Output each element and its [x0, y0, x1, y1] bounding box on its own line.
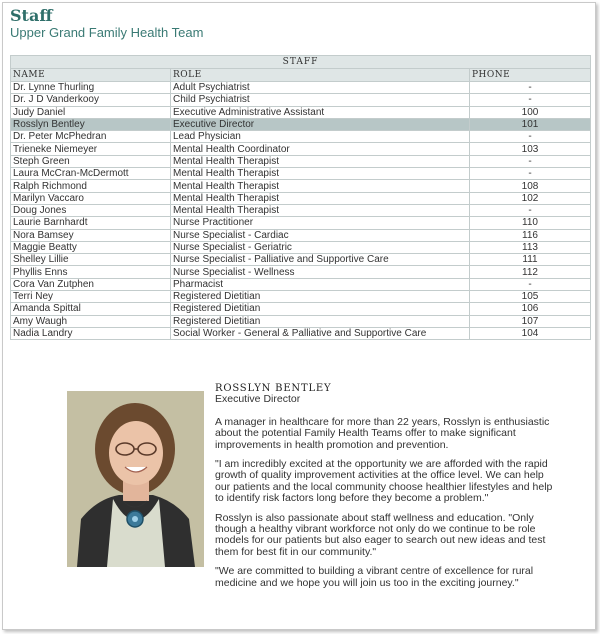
- cell-name: Dr. Lynne Thurling: [11, 82, 171, 94]
- cell-role: Registered Dietitian: [171, 303, 470, 315]
- cell-phone: 107: [470, 315, 591, 327]
- cell-role: Executive Director: [171, 118, 470, 130]
- table-row[interactable]: [11, 254, 591, 266]
- cell-role: Mental Health Coordinator: [171, 143, 470, 155]
- column-header-phone: PHONE: [470, 69, 591, 82]
- cell-phone: 111: [470, 254, 591, 266]
- cell-name: Terri Ney: [11, 291, 171, 303]
- table-row[interactable]: [11, 229, 591, 241]
- cell-phone: 110: [470, 217, 591, 229]
- cell-phone: 105: [470, 291, 591, 303]
- cell-role: Nurse Specialist - Palliative and Supportive Care: [171, 254, 470, 266]
- cell-name: Ralph Richmond: [11, 180, 171, 192]
- table-row[interactable]: [11, 291, 591, 303]
- cell-role: Mental Health Therapist: [171, 155, 470, 167]
- cell-name: Trieneke Niemeyer: [11, 143, 171, 155]
- profile-role: Executive Director: [215, 393, 301, 406]
- cell-role: Mental Health Therapist: [171, 192, 470, 204]
- profile-bio: [215, 383, 555, 597]
- cell-role: Mental Health Therapist: [171, 204, 470, 216]
- table-row[interactable]: [11, 327, 591, 339]
- cell-phone: -: [470, 155, 591, 167]
- cell-phone: 116: [470, 229, 591, 241]
- cell-name: Shelley Lillie: [11, 254, 171, 266]
- cell-role: Pharmacist: [171, 278, 470, 290]
- table-row[interactable]: [11, 155, 591, 167]
- table-row[interactable]: [11, 106, 591, 118]
- table-row[interactable]: [11, 143, 591, 155]
- cell-phone: -: [470, 278, 591, 290]
- cell-phone: -: [470, 94, 591, 106]
- portrait-image: [67, 391, 204, 567]
- table-row[interactable]: [11, 168, 591, 180]
- staff-table: [10, 55, 591, 340]
- cell-name: Dr. J D Vanderkooy: [11, 94, 171, 106]
- table-row[interactable]: [11, 118, 591, 130]
- table-row[interactable]: [11, 278, 591, 290]
- cell-phone: -: [470, 82, 591, 94]
- table-row[interactable]: [11, 303, 591, 315]
- table-row[interactable]: [11, 266, 591, 278]
- cell-name: Marilyn Vaccaro: [11, 192, 171, 204]
- cell-phone: -: [470, 168, 591, 180]
- cell-phone: -: [470, 131, 591, 143]
- cell-name: Amy Waugh: [11, 315, 171, 327]
- table-row[interactable]: [11, 217, 591, 229]
- page-frame: [2, 2, 596, 630]
- cell-name: Cora Van Zutphen: [11, 278, 171, 290]
- column-header-name: NAME: [11, 69, 171, 82]
- cell-name: Amanda Spittal: [11, 303, 171, 315]
- cell-name: Steph Green: [11, 155, 171, 167]
- table-row[interactable]: [11, 192, 591, 204]
- cell-role: Nurse Practitioner: [171, 217, 470, 229]
- column-header-role: ROLE: [171, 69, 470, 82]
- cell-role: Nurse Specialist - Cardiac: [171, 229, 470, 241]
- cell-role: Registered Dietitian: [171, 291, 470, 303]
- table-row[interactable]: [11, 131, 591, 143]
- table-caption: STAFF: [11, 56, 591, 69]
- cell-name: Judy Daniel: [11, 106, 171, 118]
- cell-phone: 108: [470, 180, 591, 192]
- table-row[interactable]: [11, 180, 591, 192]
- cell-name: Doug Jones: [11, 204, 171, 216]
- bio-paragraph: "We are committed to building a vibrant centre of excellence for rural medicine and we hope you will join us too in the exciting journey.": [215, 565, 534, 589]
- cell-phone: 102: [470, 192, 591, 204]
- cell-role: Nurse Specialist - Geriatric: [171, 241, 470, 253]
- cell-name: Maggie Beatty: [11, 241, 171, 253]
- cell-phone: -: [470, 204, 591, 216]
- cell-name: Rosslyn Bentley: [11, 118, 171, 130]
- cell-name: Laura McCran-McDermott: [11, 168, 171, 180]
- cell-phone: 113: [470, 241, 591, 253]
- table-row[interactable]: [11, 204, 591, 216]
- cell-role: Executive Administrative Assistant: [171, 106, 470, 118]
- cell-name: Nora Bamsey: [11, 229, 171, 241]
- bio-paragraph: Rosslyn is also passionate about staff wellness and education. "Only though a healthy vibrant workforce not only do we continue to be role models for our patients but also eager to search out new ideas and test them for best fit in our community.": [215, 511, 546, 558]
- cell-role: Registered Dietitian: [171, 315, 470, 327]
- page-subtitle: Upper Grand Family Health Team: [10, 25, 204, 40]
- table-row[interactable]: [11, 241, 591, 253]
- cell-role: Lead Physician: [171, 131, 470, 143]
- cell-role: Adult Psychiatrist: [171, 82, 470, 94]
- cell-role: Child Psychiatrist: [171, 94, 470, 106]
- cell-name: Nadia Landry: [11, 327, 171, 339]
- cell-phone: 112: [470, 266, 591, 278]
- cell-role: Social Worker - General & Palliative and Supportive Care: [171, 327, 470, 339]
- table-row[interactable]: [11, 82, 591, 94]
- table-row[interactable]: [11, 94, 591, 106]
- cell-name: Laurie Barnhardt: [11, 217, 171, 229]
- cell-role: Mental Health Therapist: [171, 180, 470, 192]
- staff-photo: [67, 391, 204, 567]
- table-row[interactable]: [11, 315, 591, 327]
- cell-name: Dr. Peter McPhedran: [11, 131, 171, 143]
- cell-role: Mental Health Therapist: [171, 168, 470, 180]
- cell-name: Phyllis Enns: [11, 266, 171, 278]
- bio-paragraph: "I am incredibly excited at the opportunity we are afforded with the rapid growth of quality improvement activities at the office level. We can help our patients and the local community choose healthier lifestyles and help to identify risk factors long before they become a problem.": [215, 458, 553, 505]
- cell-role: Nurse Specialist - Wellness: [171, 266, 470, 278]
- cell-phone: 100: [470, 106, 591, 118]
- cell-phone: 101: [470, 118, 591, 130]
- profile-name: ROSSLYN BENTLEY: [215, 383, 332, 394]
- cell-phone: 106: [470, 303, 591, 315]
- cell-phone: 104: [470, 327, 591, 339]
- cell-phone: 103: [470, 143, 591, 155]
- bio-paragraph: A manager in healthcare for more than 22 years, Rosslyn is enthusiastic about the potential Family Health Teams offer to make significant improvements in health promotion and prevention.: [215, 415, 550, 451]
- page-title: Staff: [10, 6, 53, 25]
